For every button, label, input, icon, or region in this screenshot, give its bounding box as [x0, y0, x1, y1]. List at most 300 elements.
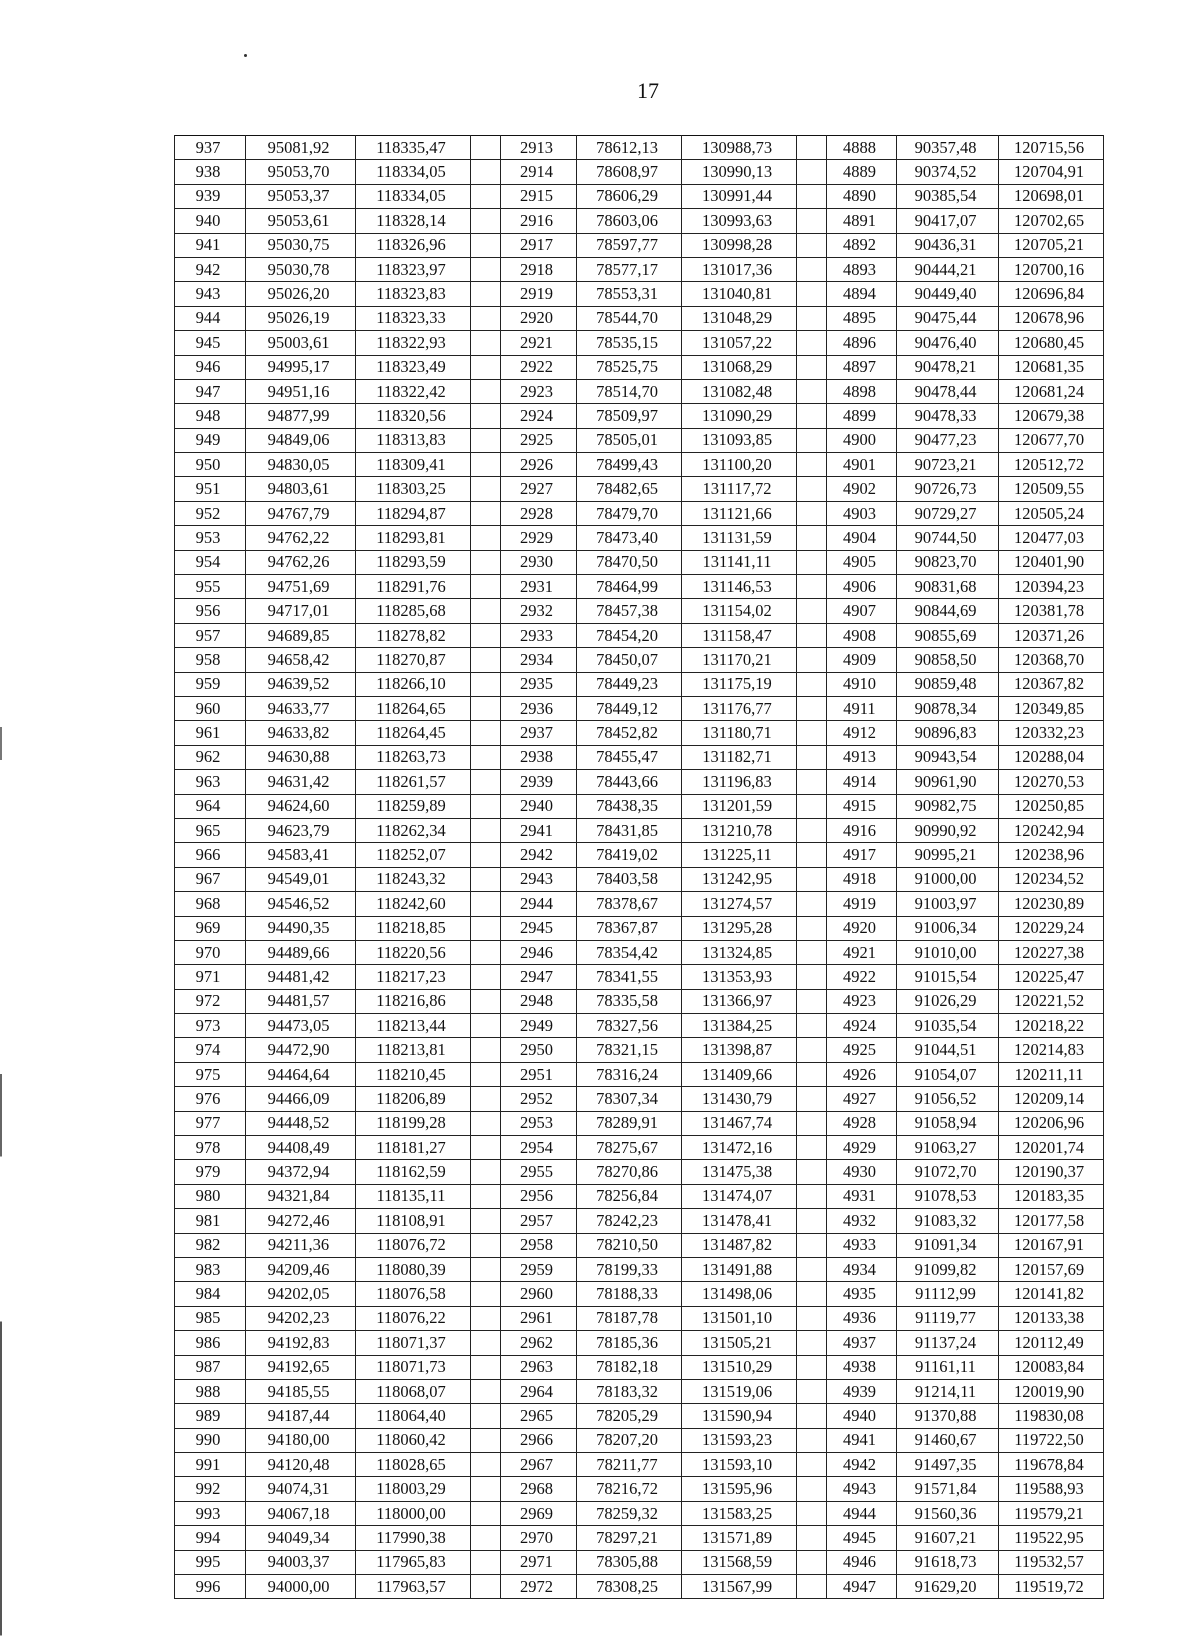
column-gap: [797, 1257, 827, 1281]
y-coordinate-cell: 118261,57: [356, 770, 471, 794]
point-number-cell: 2917: [501, 233, 577, 257]
column-gap: [471, 453, 501, 477]
column-gap: [797, 477, 827, 501]
x-coordinate-cell: 94830,05: [246, 453, 356, 477]
x-coordinate-cell: 91607,21: [897, 1526, 999, 1550]
y-coordinate-cell: 120214,83: [999, 1038, 1104, 1062]
point-number-cell: 4928: [827, 1111, 897, 1135]
x-coordinate-cell: 94877,99: [246, 404, 356, 428]
point-number-cell: 4895: [827, 306, 897, 330]
point-number-cell: 983: [175, 1257, 246, 1281]
y-coordinate-cell: 120083,84: [999, 1355, 1104, 1379]
x-coordinate-cell: 94180,00: [246, 1428, 356, 1452]
point-number-cell: 2942: [501, 843, 577, 867]
point-number-cell: 942: [175, 257, 246, 281]
y-coordinate-cell: 131295,28: [682, 916, 797, 940]
point-number-cell: 994: [175, 1526, 246, 1550]
x-coordinate-cell: 78183,32: [577, 1379, 682, 1403]
y-coordinate-cell: 120206,96: [999, 1111, 1104, 1135]
point-number-cell: 957: [175, 623, 246, 647]
point-number-cell: 2965: [501, 1404, 577, 1428]
y-coordinate-cell: 118220,56: [356, 940, 471, 964]
y-coordinate-cell: 118003,29: [356, 1477, 471, 1501]
point-number-cell: 993: [175, 1501, 246, 1525]
point-number-cell: 961: [175, 721, 246, 745]
y-coordinate-cell: 131210,78: [682, 818, 797, 842]
x-coordinate-cell: 94209,46: [246, 1257, 356, 1281]
x-coordinate-cell: 94717,01: [246, 599, 356, 623]
table-row: [175, 1501, 1104, 1525]
x-coordinate-cell: 91091,34: [897, 1233, 999, 1257]
point-number-cell: 2945: [501, 916, 577, 940]
x-coordinate-cell: 78499,43: [577, 453, 682, 477]
point-number-cell: 2956: [501, 1184, 577, 1208]
x-coordinate-cell: 91035,54: [897, 1014, 999, 1038]
x-coordinate-cell: 78454,20: [577, 623, 682, 647]
point-number-cell: 2958: [501, 1233, 577, 1257]
column-gap: [471, 965, 501, 989]
x-coordinate-cell: 78608,97: [577, 160, 682, 184]
y-coordinate-cell: 118334,05: [356, 160, 471, 184]
column-gap: [797, 257, 827, 281]
x-coordinate-cell: 78341,55: [577, 965, 682, 989]
y-coordinate-cell: 118076,72: [356, 1233, 471, 1257]
column-gap: [797, 770, 827, 794]
column-gap: [797, 1087, 827, 1111]
x-coordinate-cell: 91006,34: [897, 916, 999, 940]
x-coordinate-cell: 90982,75: [897, 794, 999, 818]
column-gap: [797, 526, 827, 550]
x-coordinate-cell: 91063,27: [897, 1136, 999, 1160]
x-coordinate-cell: 90729,27: [897, 501, 999, 525]
y-coordinate-cell: 120512,72: [999, 453, 1104, 477]
point-number-cell: 4942: [827, 1453, 897, 1477]
table-row: [175, 1136, 1104, 1160]
x-coordinate-cell: 91026,29: [897, 989, 999, 1013]
x-coordinate-cell: 90858,50: [897, 648, 999, 672]
column-gap: [471, 1282, 501, 1306]
y-coordinate-cell: 131242,95: [682, 867, 797, 891]
table-row: [175, 1282, 1104, 1306]
x-coordinate-cell: 78419,02: [577, 843, 682, 867]
table-row: [175, 1428, 1104, 1452]
point-number-cell: 990: [175, 1428, 246, 1452]
x-coordinate-cell: 91010,00: [897, 940, 999, 964]
y-coordinate-cell: 118213,44: [356, 1014, 471, 1038]
point-number-cell: 2922: [501, 355, 577, 379]
point-number-cell: 2935: [501, 672, 577, 696]
y-coordinate-cell: 120227,38: [999, 940, 1104, 964]
x-coordinate-cell: 94187,44: [246, 1404, 356, 1428]
y-coordinate-cell: 120715,56: [999, 136, 1104, 160]
table-row: [175, 1355, 1104, 1379]
column-gap: [797, 1379, 827, 1403]
column-gap: [797, 1038, 827, 1062]
x-coordinate-cell: 78367,87: [577, 916, 682, 940]
table-row: [175, 160, 1104, 184]
x-coordinate-cell: 78603,06: [577, 209, 682, 233]
point-number-cell: 996: [175, 1575, 246, 1599]
column-gap: [471, 745, 501, 769]
column-gap: [471, 257, 501, 281]
y-coordinate-cell: 118199,28: [356, 1111, 471, 1135]
y-coordinate-cell: 118028,65: [356, 1453, 471, 1477]
point-number-cell: 2953: [501, 1111, 577, 1135]
y-coordinate-cell: 131100,20: [682, 453, 797, 477]
y-coordinate-cell: 120209,14: [999, 1087, 1104, 1111]
x-coordinate-cell: 94762,22: [246, 526, 356, 550]
point-number-cell: 2949: [501, 1014, 577, 1038]
column-gap: [797, 623, 827, 647]
x-coordinate-cell: 94489,66: [246, 940, 356, 964]
point-number-cell: 4927: [827, 1087, 897, 1111]
y-coordinate-cell: 120019,90: [999, 1379, 1104, 1403]
x-coordinate-cell: 94658,42: [246, 648, 356, 672]
point-number-cell: 2961: [501, 1306, 577, 1330]
x-coordinate-cell: 78553,31: [577, 282, 682, 306]
table-row: [175, 794, 1104, 818]
point-number-cell: 4923: [827, 989, 897, 1013]
y-coordinate-cell: 120679,38: [999, 404, 1104, 428]
table-row: [175, 1062, 1104, 1086]
y-coordinate-cell: 130993,63: [682, 209, 797, 233]
y-coordinate-cell: 130988,73: [682, 136, 797, 160]
point-number-cell: 964: [175, 794, 246, 818]
column-gap: [471, 1379, 501, 1403]
column-gap: [471, 477, 501, 501]
y-coordinate-cell: 118206,89: [356, 1087, 471, 1111]
column-gap: [797, 794, 827, 818]
x-coordinate-cell: 94639,52: [246, 672, 356, 696]
x-coordinate-cell: 78321,15: [577, 1038, 682, 1062]
table-row: [175, 599, 1104, 623]
point-number-cell: 4892: [827, 233, 897, 257]
y-coordinate-cell: 118080,39: [356, 1257, 471, 1281]
column-gap: [797, 282, 827, 306]
column-gap: [797, 965, 827, 989]
x-coordinate-cell: 94490,35: [246, 916, 356, 940]
column-gap: [797, 1477, 827, 1501]
table-row: [175, 672, 1104, 696]
point-number-cell: 4938: [827, 1355, 897, 1379]
table-row: [175, 550, 1104, 574]
y-coordinate-cell: 131593,23: [682, 1428, 797, 1452]
x-coordinate-cell: 78449,12: [577, 696, 682, 720]
x-coordinate-cell: 90823,70: [897, 550, 999, 574]
table-row: [175, 1038, 1104, 1062]
x-coordinate-cell: 94689,85: [246, 623, 356, 647]
table-row: [175, 257, 1104, 281]
column-gap: [797, 818, 827, 842]
y-coordinate-cell: 120133,38: [999, 1306, 1104, 1330]
point-number-cell: 4899: [827, 404, 897, 428]
x-coordinate-cell: 78473,40: [577, 526, 682, 550]
point-number-cell: 4896: [827, 331, 897, 355]
column-gap: [471, 867, 501, 891]
x-coordinate-cell: 90831,68: [897, 575, 999, 599]
y-coordinate-cell: 120234,52: [999, 867, 1104, 891]
point-number-cell: 946: [175, 355, 246, 379]
point-number-cell: 963: [175, 770, 246, 794]
table-row: [175, 843, 1104, 867]
point-number-cell: 2968: [501, 1477, 577, 1501]
point-number-cell: 4906: [827, 575, 897, 599]
column-gap: [471, 501, 501, 525]
y-coordinate-cell: 120229,24: [999, 916, 1104, 940]
y-coordinate-cell: 131057,22: [682, 331, 797, 355]
y-coordinate-cell: 119579,21: [999, 1501, 1104, 1525]
y-coordinate-cell: 131180,71: [682, 721, 797, 745]
point-number-cell: 4911: [827, 696, 897, 720]
y-coordinate-cell: 120250,85: [999, 794, 1104, 818]
point-number-cell: 2941: [501, 818, 577, 842]
x-coordinate-cell: 94464,64: [246, 1062, 356, 1086]
column-gap: [471, 1257, 501, 1281]
column-gap: [471, 1331, 501, 1355]
table-row: [175, 1257, 1104, 1281]
column-gap: [471, 1111, 501, 1135]
y-coordinate-cell: 120381,78: [999, 599, 1104, 623]
x-coordinate-cell: 78449,23: [577, 672, 682, 696]
x-coordinate-cell: 90878,34: [897, 696, 999, 720]
point-number-cell: 4918: [827, 867, 897, 891]
point-number-cell: 2934: [501, 648, 577, 672]
y-coordinate-cell: 120218,22: [999, 1014, 1104, 1038]
point-number-cell: 960: [175, 696, 246, 720]
x-coordinate-cell: 95026,20: [246, 282, 356, 306]
y-coordinate-cell: 118303,25: [356, 477, 471, 501]
point-number-cell: 987: [175, 1355, 246, 1379]
point-number-cell: 2933: [501, 623, 577, 647]
x-coordinate-cell: 78182,18: [577, 1355, 682, 1379]
x-coordinate-cell: 78544,70: [577, 306, 682, 330]
y-coordinate-cell: 118322,93: [356, 331, 471, 355]
table-row: [175, 477, 1104, 501]
column-gap: [797, 940, 827, 964]
y-coordinate-cell: 131595,96: [682, 1477, 797, 1501]
column-gap: [471, 648, 501, 672]
column-gap: [471, 1014, 501, 1038]
x-coordinate-cell: 90844,69: [897, 599, 999, 623]
y-coordinate-cell: 131430,79: [682, 1087, 797, 1111]
x-coordinate-cell: 78305,88: [577, 1550, 682, 1574]
x-coordinate-cell: 78216,72: [577, 1477, 682, 1501]
column-gap: [471, 1038, 501, 1062]
x-coordinate-cell: 91497,35: [897, 1453, 999, 1477]
x-coordinate-cell: 94472,90: [246, 1038, 356, 1062]
y-coordinate-cell: 120477,03: [999, 526, 1104, 550]
point-number-cell: 948: [175, 404, 246, 428]
y-coordinate-cell: 131501,10: [682, 1306, 797, 1330]
point-number-cell: 2952: [501, 1087, 577, 1111]
x-coordinate-cell: 90476,40: [897, 331, 999, 355]
column-gap: [471, 1209, 501, 1233]
x-coordinate-cell: 94067,18: [246, 1501, 356, 1525]
table-row: [175, 1550, 1104, 1574]
point-number-cell: 4897: [827, 355, 897, 379]
point-number-cell: 4921: [827, 940, 897, 964]
column-gap: [797, 184, 827, 208]
point-number-cell: 4943: [827, 1477, 897, 1501]
x-coordinate-cell: 90995,21: [897, 843, 999, 867]
point-number-cell: 959: [175, 672, 246, 696]
point-number-cell: 2948: [501, 989, 577, 1013]
point-number-cell: 4935: [827, 1282, 897, 1306]
column-gap: [797, 428, 827, 452]
x-coordinate-cell: 90417,07: [897, 209, 999, 233]
point-number-cell: 939: [175, 184, 246, 208]
x-coordinate-cell: 78597,77: [577, 233, 682, 257]
x-coordinate-cell: 94762,26: [246, 550, 356, 574]
point-number-cell: 2951: [501, 1062, 577, 1086]
point-number-cell: 976: [175, 1087, 246, 1111]
y-coordinate-cell: 119830,08: [999, 1404, 1104, 1428]
point-number-cell: 2931: [501, 575, 577, 599]
y-coordinate-cell: 131182,71: [682, 745, 797, 769]
point-number-cell: 991: [175, 1453, 246, 1477]
x-coordinate-cell: 91370,88: [897, 1404, 999, 1428]
y-coordinate-cell: 131384,25: [682, 1014, 797, 1038]
y-coordinate-cell: 117963,57: [356, 1575, 471, 1599]
y-coordinate-cell: 118293,59: [356, 550, 471, 574]
y-coordinate-cell: 118320,56: [356, 404, 471, 428]
table-row: [175, 696, 1104, 720]
x-coordinate-cell: 95026,19: [246, 306, 356, 330]
point-number-cell: 2936: [501, 696, 577, 720]
y-coordinate-cell: 131487,82: [682, 1233, 797, 1257]
y-coordinate-cell: 118270,87: [356, 648, 471, 672]
y-coordinate-cell: 118259,89: [356, 794, 471, 818]
point-number-cell: 2932: [501, 599, 577, 623]
column-gap: [471, 1355, 501, 1379]
column-gap: [797, 1404, 827, 1428]
y-coordinate-cell: 131366,97: [682, 989, 797, 1013]
x-coordinate-cell: 78199,33: [577, 1257, 682, 1281]
column-gap: [797, 1550, 827, 1574]
x-coordinate-cell: 94767,79: [246, 501, 356, 525]
x-coordinate-cell: 78275,67: [577, 1136, 682, 1160]
column-gap: [797, 1062, 827, 1086]
column-gap: [471, 575, 501, 599]
point-number-cell: 4905: [827, 550, 897, 574]
y-coordinate-cell: 118293,81: [356, 526, 471, 550]
column-gap: [471, 599, 501, 623]
y-coordinate-cell: 131491,88: [682, 1257, 797, 1281]
y-coordinate-cell: 131274,57: [682, 892, 797, 916]
point-number-cell: 938: [175, 160, 246, 184]
point-number-cell: 2950: [501, 1038, 577, 1062]
x-coordinate-cell: 78577,17: [577, 257, 682, 281]
x-coordinate-cell: 90943,54: [897, 745, 999, 769]
point-number-cell: 4944: [827, 1501, 897, 1525]
y-coordinate-cell: 118181,27: [356, 1136, 471, 1160]
y-coordinate-cell: 120167,91: [999, 1233, 1104, 1257]
x-coordinate-cell: 78211,77: [577, 1453, 682, 1477]
y-coordinate-cell: 118217,23: [356, 965, 471, 989]
x-coordinate-cell: 94473,05: [246, 1014, 356, 1038]
point-number-cell: 2939: [501, 770, 577, 794]
point-number-cell: 4888: [827, 136, 897, 160]
point-number-cell: 974: [175, 1038, 246, 1062]
y-coordinate-cell: 131141,11: [682, 550, 797, 574]
y-coordinate-cell: 118060,42: [356, 1428, 471, 1452]
point-number-cell: 2915: [501, 184, 577, 208]
x-coordinate-cell: 91618,73: [897, 1550, 999, 1574]
table-row: [175, 331, 1104, 355]
scan-edge-artifact: [0, 0, 2, 1652]
column-gap: [471, 794, 501, 818]
column-gap: [471, 379, 501, 403]
point-number-cell: 977: [175, 1111, 246, 1135]
y-coordinate-cell: 118064,40: [356, 1404, 471, 1428]
x-coordinate-cell: 94003,37: [246, 1550, 356, 1574]
y-coordinate-cell: 120509,55: [999, 477, 1104, 501]
x-coordinate-cell: 90374,52: [897, 160, 999, 184]
y-coordinate-cell: 118322,42: [356, 379, 471, 403]
column-gap: [471, 184, 501, 208]
y-coordinate-cell: 118000,00: [356, 1501, 471, 1525]
point-number-cell: 4907: [827, 599, 897, 623]
y-coordinate-cell: 117990,38: [356, 1526, 471, 1550]
y-coordinate-cell: 120696,84: [999, 282, 1104, 306]
point-number-cell: 2967: [501, 1453, 577, 1477]
x-coordinate-cell: 95030,75: [246, 233, 356, 257]
x-coordinate-cell: 78289,91: [577, 1111, 682, 1135]
point-number-cell: 940: [175, 209, 246, 233]
x-coordinate-cell: 78505,01: [577, 428, 682, 452]
table-row: [175, 1111, 1104, 1135]
x-coordinate-cell: 90478,33: [897, 404, 999, 428]
x-coordinate-cell: 78479,70: [577, 501, 682, 525]
column-gap: [797, 1184, 827, 1208]
point-number-cell: 4908: [827, 623, 897, 647]
y-coordinate-cell: 131519,06: [682, 1379, 797, 1403]
y-coordinate-cell: 131510,29: [682, 1355, 797, 1379]
x-coordinate-cell: 90744,50: [897, 526, 999, 550]
x-coordinate-cell: 78450,07: [577, 648, 682, 672]
point-number-cell: 980: [175, 1184, 246, 1208]
y-coordinate-cell: 131082,48: [682, 379, 797, 403]
column-gap: [797, 1014, 827, 1038]
point-number-cell: 968: [175, 892, 246, 916]
point-number-cell: 945: [175, 331, 246, 355]
x-coordinate-cell: 91629,20: [897, 1575, 999, 1599]
point-number-cell: 4904: [827, 526, 897, 550]
point-number-cell: 4936: [827, 1306, 897, 1330]
point-number-cell: 982: [175, 1233, 246, 1257]
point-number-cell: 985: [175, 1306, 246, 1330]
column-gap: [471, 526, 501, 550]
y-coordinate-cell: 118323,97: [356, 257, 471, 281]
y-coordinate-cell: 118264,65: [356, 696, 471, 720]
x-coordinate-cell: 94583,41: [246, 843, 356, 867]
x-coordinate-cell: 78452,82: [577, 721, 682, 745]
page-number: 17: [637, 78, 659, 103]
y-coordinate-cell: 119722,50: [999, 1428, 1104, 1452]
x-coordinate-cell: 90475,44: [897, 306, 999, 330]
x-coordinate-cell: 90444,21: [897, 257, 999, 281]
table-row: [175, 428, 1104, 452]
column-gap: [797, 721, 827, 745]
point-number-cell: 2969: [501, 1501, 577, 1525]
y-coordinate-cell: 130990,13: [682, 160, 797, 184]
column-gap: [797, 379, 827, 403]
point-number-cell: 944: [175, 306, 246, 330]
table-row: [175, 184, 1104, 208]
x-coordinate-cell: 95030,78: [246, 257, 356, 281]
point-number-cell: 941: [175, 233, 246, 257]
point-number-cell: 4893: [827, 257, 897, 281]
